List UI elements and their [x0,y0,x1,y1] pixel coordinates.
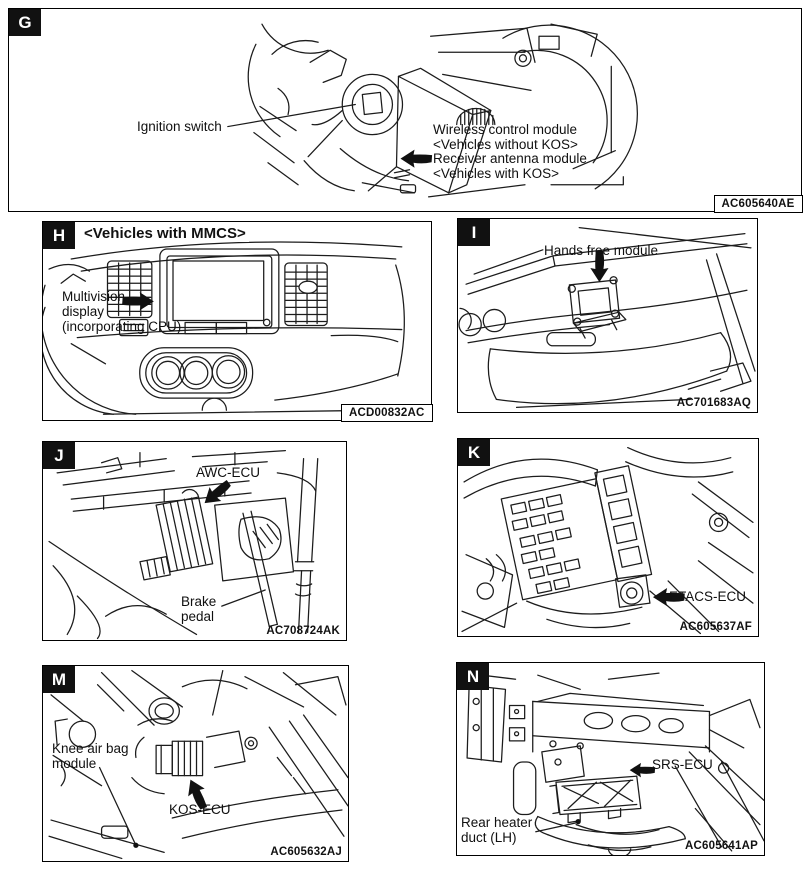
callout-kos-ecu: KOS-ECU [169,802,231,817]
callout-line: <Vehicles without KOS> [433,136,578,152]
panel-h-title: <Vehicles with MMCS> [81,225,249,242]
callout-line: module [52,756,97,771]
panel-j-badge: J [43,442,75,469]
panel-g-illustration [9,9,801,211]
figure-panel-g [8,8,802,212]
figure-code: AC708724AK [266,625,340,637]
callout-brake-pedal [181,594,216,624]
callout-ignition-switch: Ignition switch [137,119,222,134]
callout-line: Rear heater [461,815,533,830]
callout-wireless-module [433,123,587,181]
panel-m-badge: M [43,666,75,693]
figure-code: AC605632AJ [270,846,342,858]
callout-line: Wireless control module [433,122,578,137]
figure-panel-n [456,662,765,856]
callout-line: display [62,304,105,319]
panel-g-badge: G [9,9,41,36]
callout-line: duct (LH) [461,830,517,845]
figure-panel-k [457,438,759,637]
panel-i-badge: I [458,219,490,246]
callout-rear-heater-duct [461,815,532,845]
callout-line: Brake [181,594,217,609]
figure-code: AC605641AP [685,840,758,852]
callout-line: <Vehicles with KOS> [433,165,560,181]
figure-code: ACD00832AC [341,404,433,422]
panel-n-badge: N [457,663,489,690]
leader-dot [576,819,581,824]
figure-panel-m [42,665,349,862]
figure-panel-h [42,221,432,421]
callout-line: Knee air bag [52,741,129,756]
callout-etacs-ecu: ETACS-ECU [669,589,747,604]
panel-h-badge: H [43,222,75,249]
figure-panel-i [457,218,758,413]
callout-awc-ecu: AWC-ECU [196,465,260,480]
callout-multivision-display [62,289,181,334]
leader-dot [133,843,138,848]
callout-hands-free-module: Hands free module [544,243,659,258]
callout-srs-ecu: SRS-ECU [652,757,713,772]
figure-code: AC605637AF [679,621,752,633]
panel-k-badge: K [458,439,490,466]
figure-code: AC605640AE [714,195,803,213]
figure-panel-j [42,441,347,641]
panel-k-illustration [458,439,758,636]
callout-knee-airbag [52,741,129,771]
pointer-arrow-icon [400,150,432,168]
callout-line: Multivision [62,289,126,304]
callout-line: Receiver antenna module [433,151,587,166]
callout-line: (incorporating CPU) [62,319,182,334]
callout-line: pedal [181,609,215,624]
figure-code: AC701683AQ [676,397,751,409]
